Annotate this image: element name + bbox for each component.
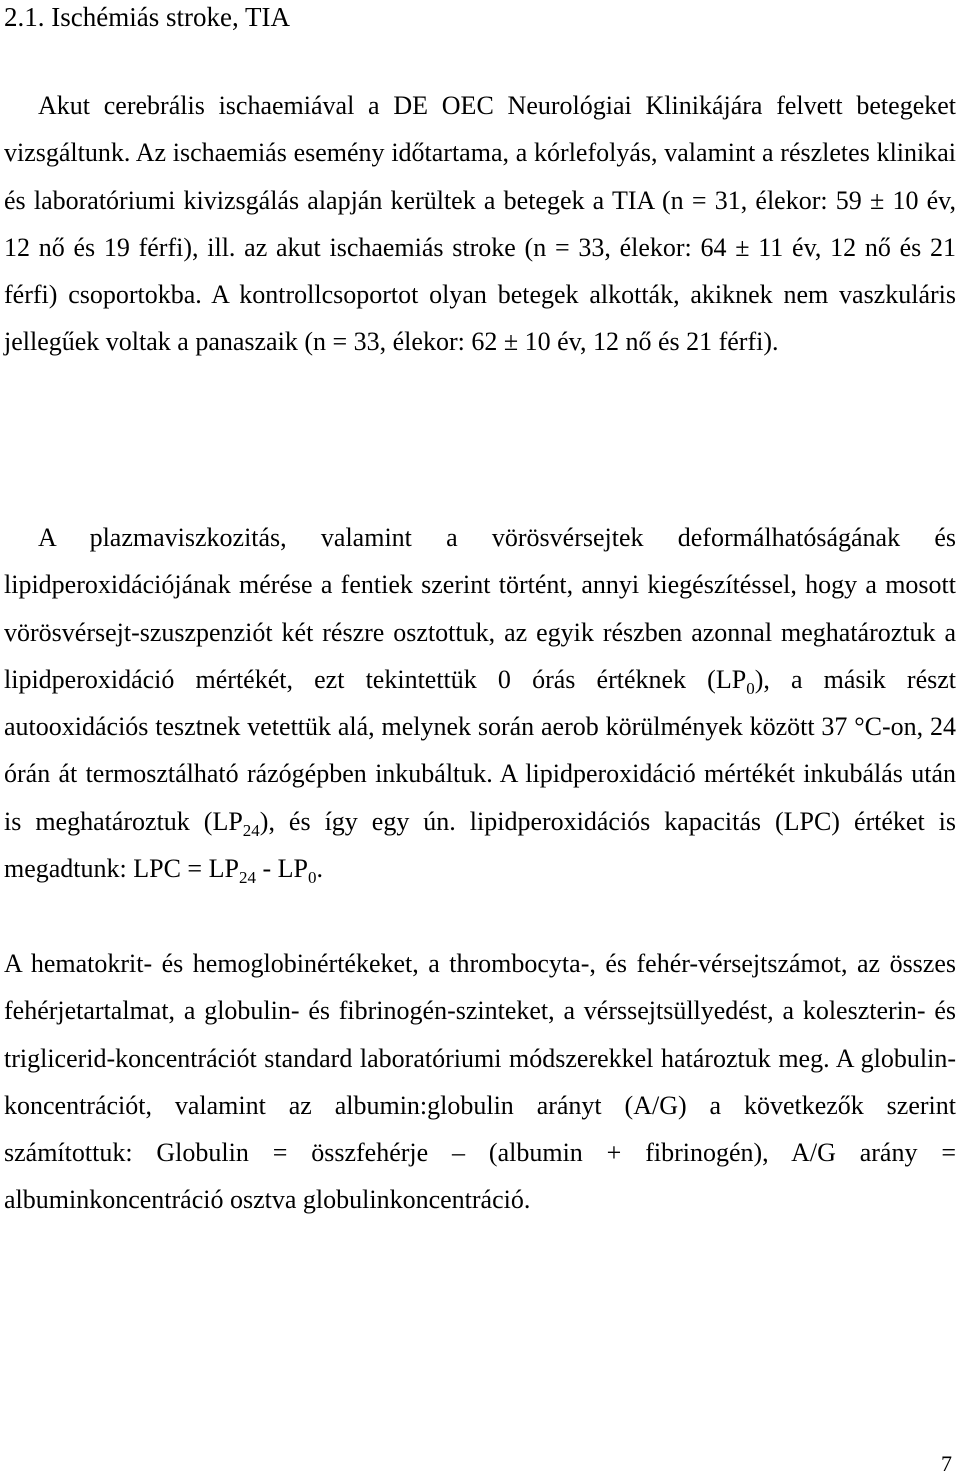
methods-text-1: A plazmaviszkozitás, valamint a vörösvérsejtek deformálhatóságának és lipidperoxidációjának mérése a fentiek szerint történt, annyi kiegészítéssel, hogy a mosott vörösvérsejt-szuszpenziót két részre osztottuk, az egyik részben azonnal meghatároztuk a lipidperoxidáció mértékét, ezt tekintettük 0 órás értéknek (LP (4, 523, 956, 694)
paragraph-patients-text: Akut cerebrális ischaemiával a DE OEC Neurológiai Klinikájára felvett betegeket vizsgáltunk. Az ischaemiás esemény időtartama, a kórlefolyás, valamint a részletes klinikai és laboratóriumi kivizsgálás alapján kerültek a betegek a TIA (n = 31, élekor: 59 ± 10 év, 12 nő és 19 férfi), ill. az akut ischaemiás stroke (n = 33, élekor: 64 ± 11 év, 12 nő és 21 férfi) csoportokba. A kontrollcsoportot olyan betegek alkották, akiknek nem vaszkuláris jellegűek voltak a panaszaik (n = 33, élekor: 62 ± 10 év, 12 nő és 21 férfi). (4, 91, 956, 357)
subscript-lpc-0: 0 (307, 868, 317, 888)
methods-text-5: . (316, 854, 323, 884)
paragraph-methods (4, 514, 956, 892)
methods-text-2: ), a másik részt autooxidációs tesztnek vetettük alá, melynek során aerob körülmények között 37 °C-on, 24 órán át termosztálható rázógépben inkubáltuk. A lipidperoxidáció mértékét inkubálás után is meghatároztuk (LP (4, 664, 957, 836)
subscript-lp24: 24 (242, 820, 260, 840)
methods-text-4: - LP (255, 854, 308, 884)
methods-text-3: ), és így egy ún. lipidperoxidációs kapacitás (LPC) értéket is megadtunk: LPC = LP (4, 806, 956, 884)
paragraph-lab-text: A hematokrit- és hemoglobinértékeket, a thrombocyta-, és fehér-vérsejtszámot, az összes fehérjetartalmat, a globulin- és fibrinogén-szinteket, a vérssejtsüllyedést, a koleszterin- és triglicerid-koncentrációt standard laboratóriumi módszerekkel határoztuk meg. A globulin-koncentrációt, valamint az albumin:globulin arányt (A/G) a következők szerint számítottuk: Globulin = összfehérje – (albumin + fibrinogén), A/G arány = albuminkoncentráció osztva globulinkoncentráció. (4, 949, 956, 1215)
subscript-lp0: 0 (746, 678, 755, 698)
subscript-lpc-24: 24 (238, 868, 256, 888)
page-number: 7 (941, 1451, 952, 1476)
paragraph-lab (4, 940, 956, 1224)
paragraph-patients (4, 82, 956, 366)
section-heading: 2.1. Ischémiás stroke, TIA (4, 2, 290, 32)
